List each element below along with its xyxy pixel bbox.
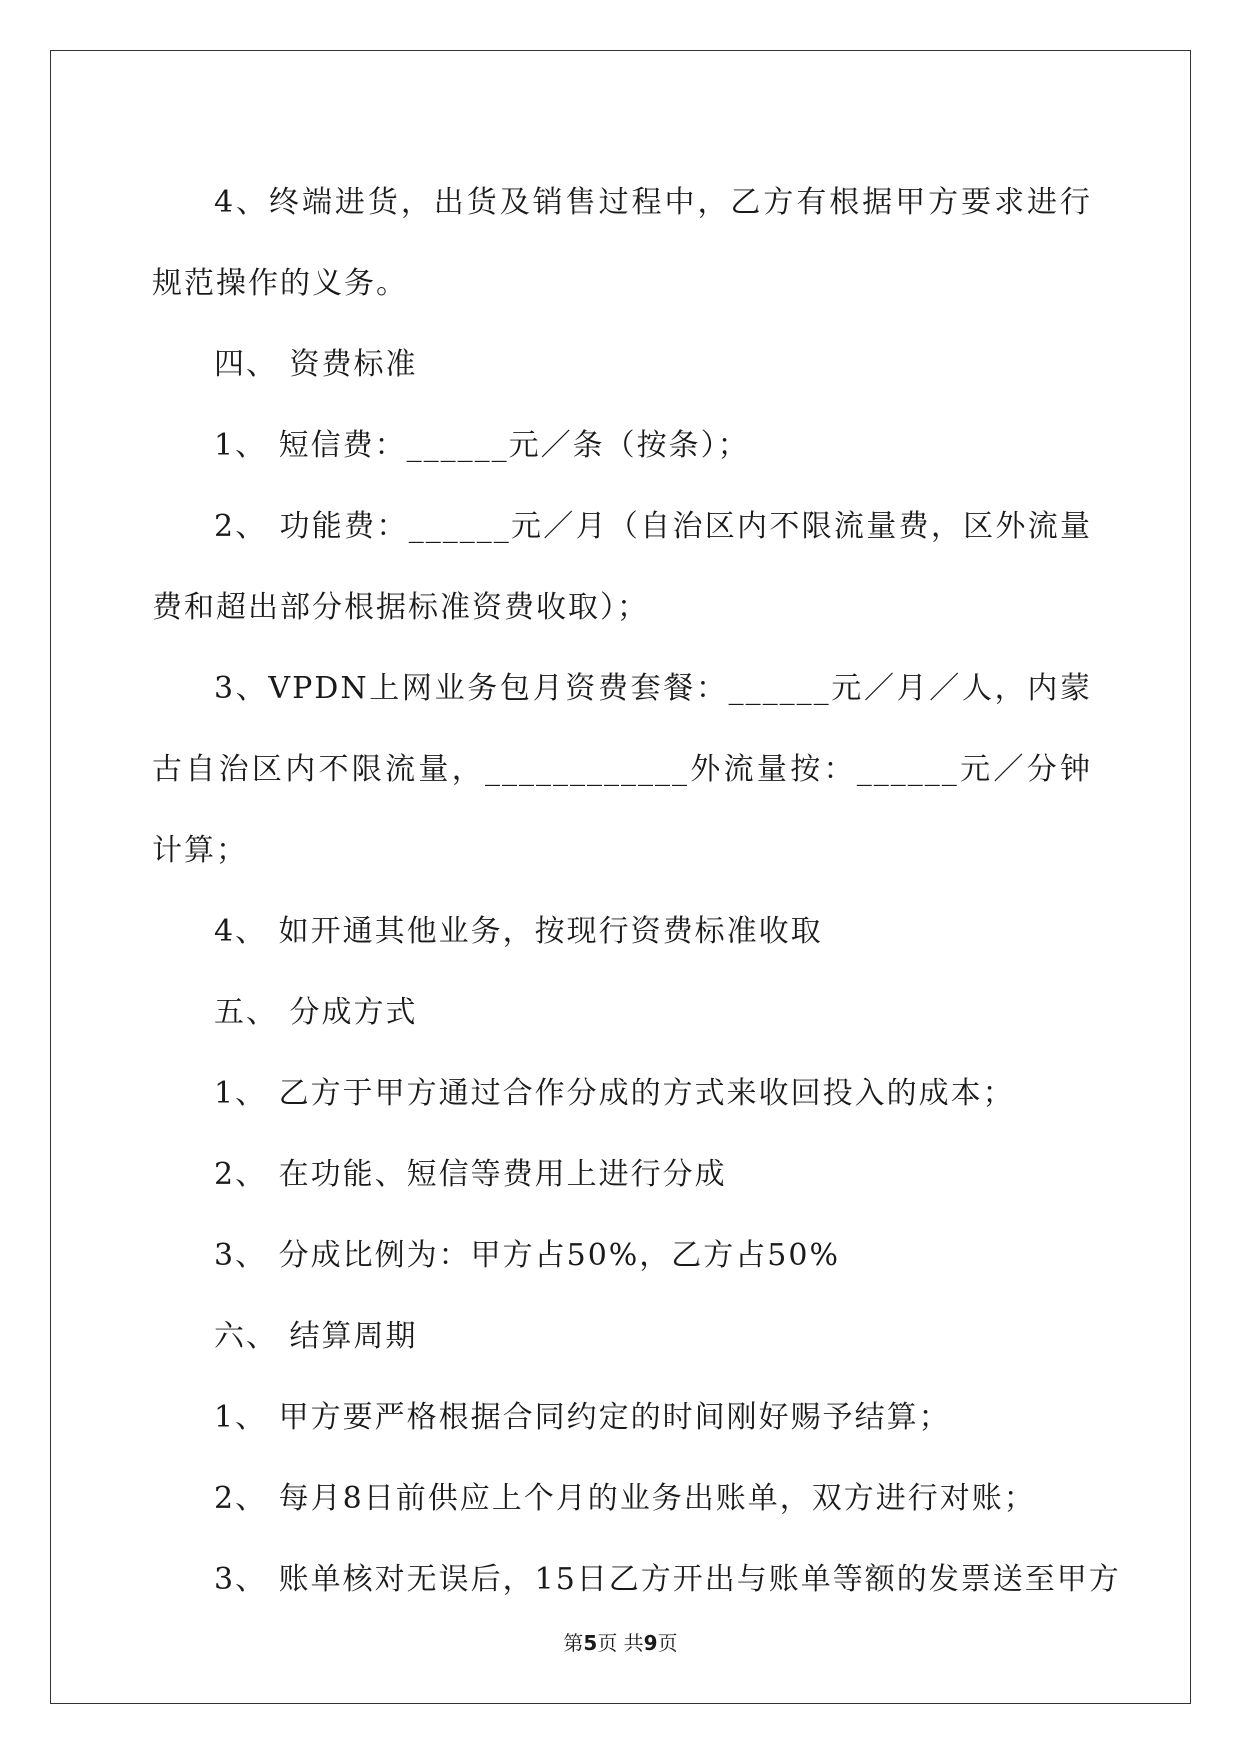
- paragraph-cost-recovery: 1、 乙方于甲方通过合作分成的方式来收回投入的成本；: [214, 1076, 1015, 1111]
- current-page-number: 5: [583, 1631, 598, 1655]
- section-heading-revenue-share: 五、 分成方式: [214, 995, 418, 1030]
- section-heading-fee-standard: 四、 资费标准: [214, 347, 418, 382]
- paragraph-function-fee: 2、 功能费：______元／月（自治区内不限流量费，区外流量费和超出部分根据标准资费收取）；: [152, 509, 1092, 625]
- page-footer: [0, 1627, 1241, 1656]
- paragraph-monthly-statement: 2、 每月8日前供应上个月的业务出账单，双方进行对账；: [214, 1481, 1036, 1516]
- paragraph-terminal-obligation: 4、终端进货，出货及销售过程中，乙方有根据甲方要求进行规范操作的义务。: [152, 185, 1092, 301]
- footer-middle: 页 共: [597, 1631, 644, 1655]
- paragraph-vpdn-package: 3、VPDN上网业务包月资费套餐：______元／月／人，内蒙古自治区内不限流量，____________外流量按：______元／分钟计算；: [152, 671, 1092, 868]
- footer-prefix: 第: [563, 1631, 584, 1655]
- paragraph-sms-fee: 1、 短信费：______元／条（按条）；: [214, 428, 750, 463]
- paragraph-share-items: 2、 在功能、短信等费用上进行分成: [214, 1157, 727, 1192]
- document-body: [152, 162, 1121, 1620]
- section-heading-settlement-cycle: 六、 结算周期: [214, 1319, 418, 1354]
- paragraph-share-ratio: 3、 分成比例为：甲方占50%，乙方占50%: [214, 1238, 840, 1273]
- footer-suffix: 页: [657, 1631, 678, 1655]
- paragraph-invoice: 3、 账单核对无误后，15日乙方开出与账单等额的发票送至甲方: [214, 1562, 1121, 1597]
- paragraph-other-services: 4、 如开通其他业务，按现行资费标准收取: [214, 914, 823, 949]
- paragraph-settlement-timing: 1、 甲方要严格根据合同约定的时间刚好赐予结算；: [214, 1400, 951, 1435]
- total-page-count: 9: [643, 1631, 658, 1655]
